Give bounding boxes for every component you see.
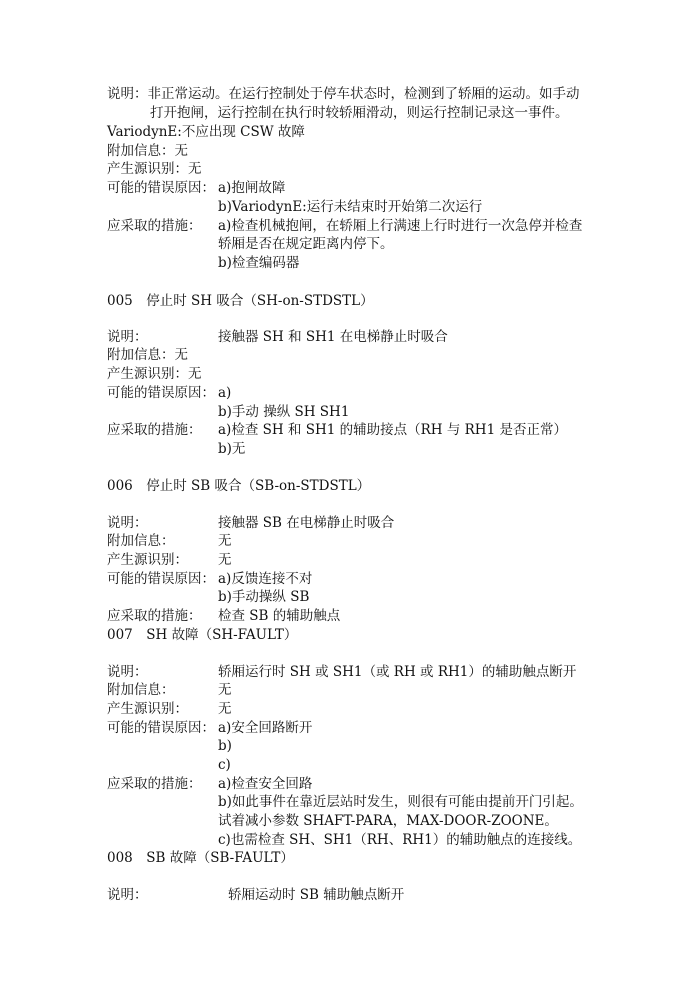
e005-measure-a: a)检查 SH 和 SH1 的辅助接点（RH 与 RH1 是否正常） <box>218 422 567 438</box>
e006-source-value: 无 <box>218 552 232 568</box>
top-note: VariodynE:不应出现 CSW 故障 <box>107 124 305 140</box>
e008-heading: 008 SB 故障（SB-FAULT） <box>107 850 294 866</box>
e007-heading: 007 SH 故障（SH-FAULT） <box>107 627 298 643</box>
e008-desc: 轿厢运动时 SB 辅助触点断开 <box>228 887 405 903</box>
e007-source-label: 产生源识别： <box>107 701 188 717</box>
e005-cause-a: a) <box>218 385 232 401</box>
top-desc-line1: 说明：非正常运动。在运行控制处于停车状态时，检测到了轿厢的运动。如手动 <box>107 86 580 102</box>
e006-add-value: 无 <box>218 533 232 549</box>
top-cause-a: a)抱闸故障 <box>218 180 286 196</box>
e006-desc: 接触器 SB 在电梯静止时吸合 <box>218 515 395 531</box>
e005-desc: 接触器 SH 和 SH1 在电梯静止时吸合 <box>218 329 448 345</box>
e006-measure-label: 应采取的措施： <box>107 608 202 624</box>
top-add-info: 附加信息：无 <box>107 143 188 159</box>
top-cause-b: b)VariodynE:运行未结束时开始第二次运行 <box>218 199 483 215</box>
e006-measure: 检查 SB 的辅助触点 <box>218 608 341 624</box>
e007-measure-b1: b)如此事件在靠近层站时发生，则很有可能由提前开门引起。 <box>218 794 583 810</box>
e005-heading: 005 停止时 SH 吸合（SH-on-STDSTL） <box>107 293 374 309</box>
e008-desc-label: 说明： <box>107 887 148 903</box>
top-source-id: 产生源识别：无 <box>107 161 202 177</box>
e006-heading: 006 停止时 SB 吸合（SB-on-STDSTL） <box>107 478 371 494</box>
e007-cause-label: 可能的错误原因： <box>107 720 215 736</box>
top-measure-a2: 轿厢是否在规定距离内停下。 <box>218 236 394 252</box>
e006-add-label: 附加信息： <box>107 533 175 549</box>
e007-add-label: 附加信息： <box>107 682 175 698</box>
top-cause-label: 可能的错误原因： <box>107 180 215 196</box>
top-measure-label: 应采取的措施： <box>107 218 202 234</box>
e007-source-value: 无 <box>218 701 232 717</box>
e005-cause-b: b)手动 操纵 SH SH1 <box>218 404 350 420</box>
e007-desc: 轿厢运行时 SH 或 SH1（或 RH 或 RH1）的辅助触点断开 <box>218 664 577 680</box>
e007-add-value: 无 <box>218 682 232 698</box>
e005-source-id: 产生源识别：无 <box>107 366 202 382</box>
e005-measure-b: b)无 <box>218 441 246 457</box>
e007-measure-b2: 试着减小参数 SHAFT-PARA，MAX-DOOR-ZOONE。 <box>218 813 558 829</box>
top-measure-b: b)检查编码器 <box>218 255 300 271</box>
e007-cause-c: c) <box>218 757 231 773</box>
e007-cause-b: b) <box>218 738 232 754</box>
top-measure-a1: a)检查机械抱闸，在轿厢上行满速上行时进行一次急停并检查 <box>218 218 583 234</box>
e006-desc-label: 说明： <box>107 515 148 531</box>
e005-cause-label: 可能的错误原因： <box>107 385 215 401</box>
top-desc-line2: 打开抱闸，运行控制在执行时较轿厢滑动，则运行控制记录这一事件。 <box>150 105 569 121</box>
e007-measure-a: a)检查安全回路 <box>218 776 313 792</box>
e007-measure-c: c)也需检查 SH、SH1（RH、RH1）的辅助触点的连接线。 <box>218 832 582 848</box>
e006-source-label: 产生源识别： <box>107 552 188 568</box>
e007-measure-label: 应采取的措施： <box>107 776 202 792</box>
e007-cause-a: a)安全回路断开 <box>218 720 313 736</box>
e006-cause-label: 可能的错误原因： <box>107 571 215 587</box>
e006-cause-b: b)手动操纵 SB <box>218 589 310 605</box>
e005-add-info: 附加信息：无 <box>107 347 188 363</box>
e006-cause-a: a)反馈连接不对 <box>218 571 313 587</box>
e007-desc-label: 说明： <box>107 664 148 680</box>
e005-desc-label: 说明： <box>107 329 148 345</box>
e005-measure-label: 应采取的措施： <box>107 422 202 438</box>
